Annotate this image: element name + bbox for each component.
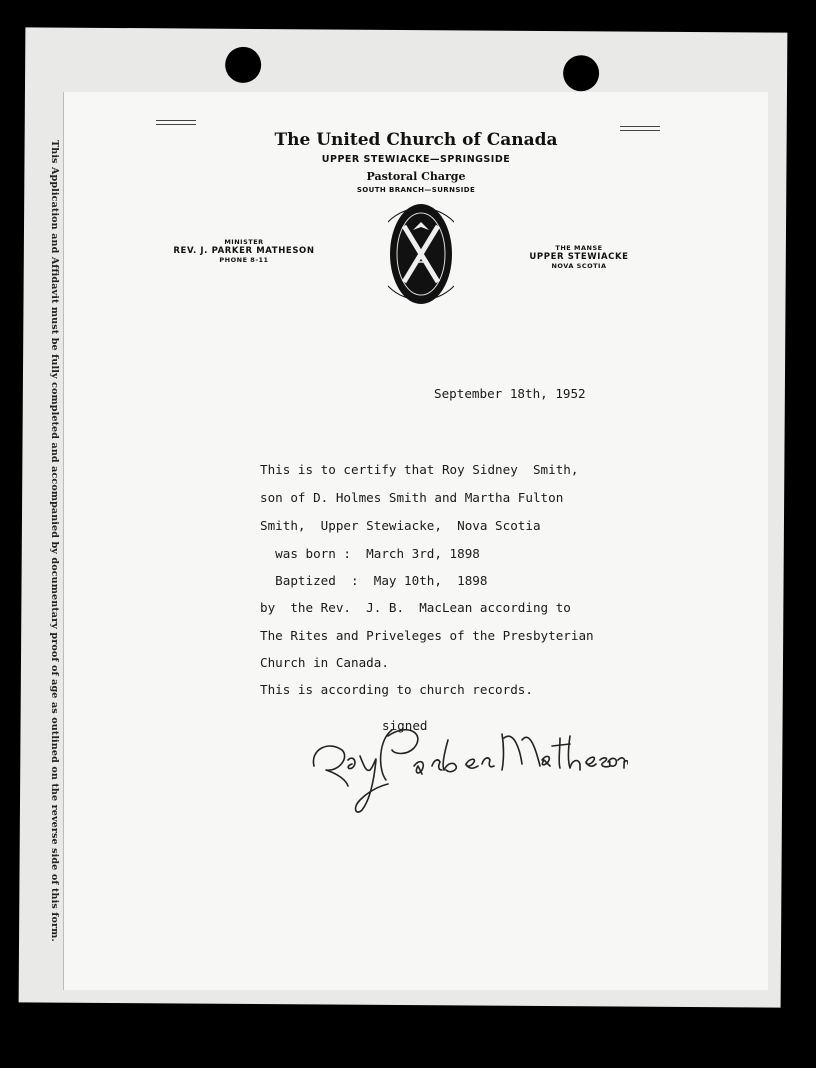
charge-name: UPPER STEWIACKE—SPRINGSIDE (321, 154, 511, 165)
minister-block (164, 238, 324, 264)
church-crest-logo (388, 202, 454, 306)
manse-label: THE MANSE (555, 244, 603, 252)
manse-province: NOVA SCOTIA (551, 262, 607, 270)
punch-hole-right (563, 55, 599, 91)
pastoral-charge: Pastoral Charge (366, 170, 466, 183)
staple-mark-left (156, 120, 196, 125)
manse-place: UPPER STEWIACKE (529, 252, 629, 262)
body-line: by the Rev. J. B. MacLean according to (260, 600, 571, 615)
body-line: Smith, Upper Stewiacke, Nova Scotia (260, 518, 541, 533)
manse-block (504, 244, 654, 270)
church-name: The United Church of Canada (274, 130, 558, 150)
handwritten-signature (308, 720, 628, 830)
punch-hole-left (225, 47, 261, 83)
branch-names: SOUTH BRANCH—SURNSIDE (356, 186, 476, 194)
body-line: The Rites and Priveleges of the Presbyterian (260, 628, 594, 643)
minister-phone: PHONE 8-11 (219, 256, 269, 264)
body-line: Baptized : May 10th, 1898 (260, 573, 488, 588)
certificate-letter (64, 92, 768, 990)
body-line: This is according to church records. (260, 682, 533, 697)
bleed-through-text (608, 468, 654, 482)
minister-name: REV. J. PARKER MATHESON (173, 246, 315, 256)
minister-label: MINISTER (224, 238, 264, 246)
signed-label: signed (382, 718, 428, 733)
body-line: Church in Canada. (260, 655, 389, 670)
body-line: This is to certify that Roy Sidney Smith, (260, 462, 579, 477)
form-instruction-note: This Application and Affidavit must be fully completed and accompanied by documentary proof of age as outlined on the reverse side of this form. (49, 140, 60, 942)
body-line: son of D. Holmes Smith and Martha Fulton (260, 490, 564, 505)
letter-date: September 18th, 1952 (434, 386, 586, 401)
body-line: was born : March 3rd, 1898 (260, 546, 480, 561)
